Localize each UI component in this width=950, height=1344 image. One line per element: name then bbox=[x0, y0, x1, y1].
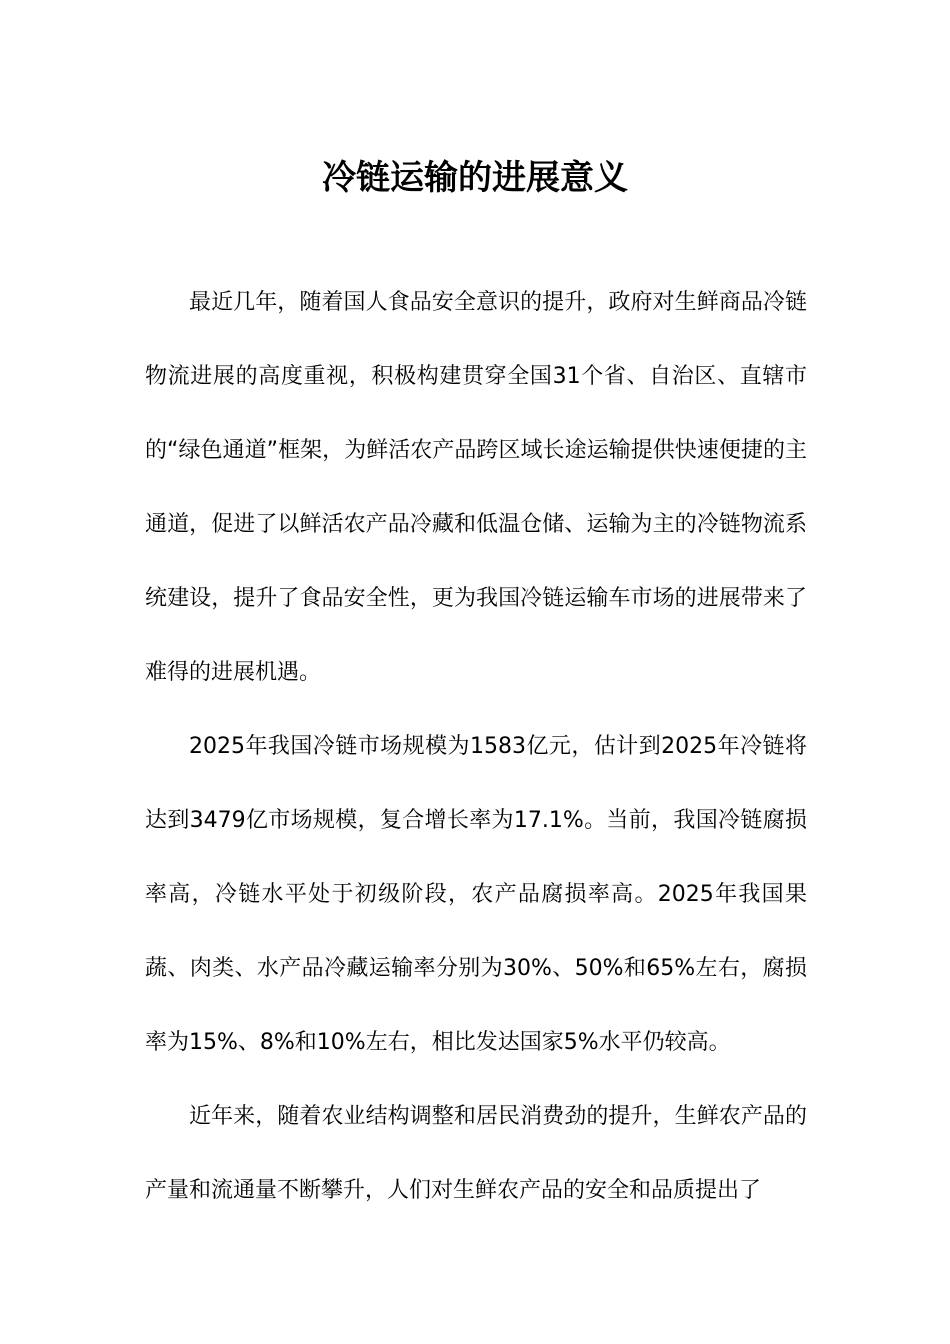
paragraph-cold-chain-policy: 最近几年，随着国人食品安全意识的提升，政府对生鲜商品冷链物流进展的高度重视，积极构建贯穿全国31个省、自治区、直辖市的“绿色通道”框架，为鲜活农产品跨区域长途运输提供快速便捷的主通道，促进了以鲜活农产品冷藏和低温仓储、运输为主的冷链物流系统建设，提升了食品安全性，更为我国冷链运输车市场的进展带来了难得的进展机遇。 bbox=[145, 290, 807, 685]
paragraph-consumption-trend: 近年来，随着农业结构调整和居民消费劲的提升，生鲜农产品的产量和流通量不断攀升，人们对生鲜农产品的安全和品质提出了 bbox=[145, 1104, 807, 1203]
paragraph-market-scale: 2025年我国冷链市场规模为1583亿元，估计到2025年冷链将达到3479亿市场规模，复合增长率为17.1%。当前，我国冷链腐损率高，冷链水平处于初级阶段，农产品腐损率高。2025年我国果蔬、肉类、水产品冷藏运输率分别为30%、50%和65%左右，腐损率为15%、8%和10%左右，相比发达国家5%水平仍较高。 bbox=[145, 734, 807, 1055]
document-title: 冷链运输的进展意义 bbox=[322, 158, 628, 198]
document-body bbox=[145, 266, 807, 1228]
